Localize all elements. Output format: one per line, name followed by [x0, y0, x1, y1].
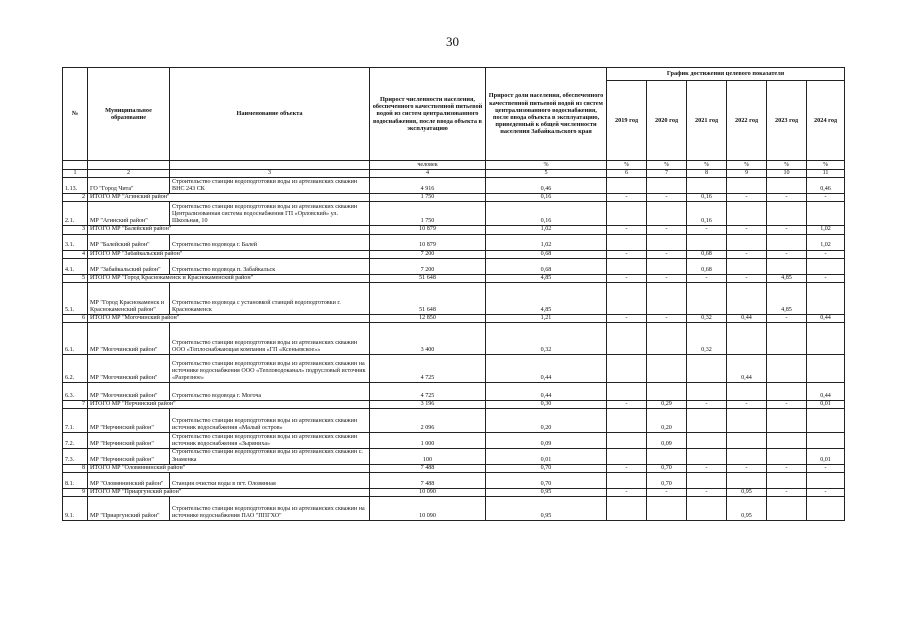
row-number: 6 [63, 315, 88, 323]
index-cell: 7 [647, 170, 687, 178]
year-value-cell: - [687, 489, 727, 497]
population-cell: 3 196 [370, 401, 486, 409]
year-value-cell [767, 473, 807, 489]
index-cell: 4 [370, 170, 486, 178]
year-value-cell [807, 283, 845, 315]
total-name: ИТОГО МР "Забайкальский район" [88, 250, 370, 258]
year-value-cell: 0,01 [807, 401, 845, 409]
share-cell: 0,68 [486, 250, 607, 258]
row-number: 7.3. [63, 449, 88, 464]
year-value-cell [607, 258, 647, 274]
object-cell: Станция очистки воды в пгт. Оловянная [170, 473, 370, 489]
year-value-cell [647, 283, 687, 315]
population-cell: 100 [370, 449, 486, 464]
year-value-cell: 0,95 [727, 497, 767, 521]
year-value-cell: - [607, 315, 647, 323]
unit-cell: % [687, 161, 727, 170]
year-value-cell: - [607, 401, 647, 409]
year-value-cell: 4,85 [767, 283, 807, 315]
municipality-cell: МР "Нерчинский район" [88, 449, 170, 464]
year-value-cell: - [607, 250, 647, 258]
year-value-cell [647, 497, 687, 521]
index-cell: 5 [486, 170, 607, 178]
year-value-cell [687, 409, 727, 433]
header-municipality: Муниципальное образование [88, 68, 170, 161]
year-value-cell [727, 433, 767, 449]
share-cell: 4,85 [486, 274, 607, 282]
year-value-cell [607, 355, 647, 383]
index-row [63, 170, 845, 178]
share-cell: 0,46 [486, 178, 607, 194]
table-row [63, 383, 845, 401]
unit-cell: человек [370, 161, 486, 170]
total-name: ИТОГО МР "Агинский район" [88, 194, 370, 202]
year-value-cell [807, 355, 845, 383]
year-value-cell [607, 283, 647, 315]
index-cell: 3 [170, 170, 370, 178]
row-number: 4.1. [63, 258, 88, 274]
year-value-cell: - [687, 401, 727, 409]
table-row [63, 283, 845, 315]
year-value-cell [767, 383, 807, 401]
table-row [63, 178, 845, 194]
year-value-cell: 0,29 [647, 401, 687, 409]
row-number: 6.2. [63, 355, 88, 383]
targets-table [62, 67, 845, 521]
year-value-cell: - [647, 194, 687, 202]
year-value-cell: - [807, 274, 845, 282]
population-cell: 1 000 [370, 433, 486, 449]
year-value-cell [647, 449, 687, 464]
row-number: 6.3. [63, 383, 88, 401]
page-number: 30 [446, 34, 459, 49]
population-cell: 10 879 [370, 226, 486, 234]
year-value-cell: - [807, 194, 845, 202]
total-row [63, 274, 845, 282]
object-cell: Строительство станции водоподготовки воды из артезианских скважин на источнике водоснабжения ПАО "ППГХО" [170, 497, 370, 521]
share-cell: 1,21 [486, 315, 607, 323]
year-value-cell: 0,01 [807, 449, 845, 464]
year-value-cell: - [807, 464, 845, 472]
population-cell: 7 488 [370, 464, 486, 472]
year-value-cell [647, 178, 687, 194]
share-cell: 0,09 [486, 433, 607, 449]
year-value-cell [807, 433, 845, 449]
row-number: 5 [63, 274, 88, 282]
row-number: 8.1. [63, 473, 88, 489]
total-name: ИТОГО МР "Оловяннинский район" [88, 464, 370, 472]
table-row [63, 323, 845, 355]
object-cell: Строительство станции водоподготовки воды из артезианских скважин источник водоснабжения «Зыряниха» [170, 433, 370, 449]
year-value-cell: 0,20 [647, 409, 687, 433]
population-cell: 2 096 [370, 409, 486, 433]
year-value-cell [767, 449, 807, 464]
year-value-cell [687, 433, 727, 449]
object-cell: Строительство станции водоподготовки воды из артезианских скважин источник водоснабжения «Малый остров» [170, 409, 370, 433]
unit-cell: % [807, 161, 845, 170]
total-name: ИТОГО МР "Нерчинский район" [88, 401, 370, 409]
population-cell: 7 200 [370, 250, 486, 258]
year-value-cell: - [727, 274, 767, 282]
year-value-cell [647, 383, 687, 401]
year-value-cell: - [607, 194, 647, 202]
year-value-cell: 0,70 [647, 464, 687, 472]
year-value-cell: - [727, 401, 767, 409]
year-value-cell: - [727, 250, 767, 258]
header-num: № [63, 68, 88, 161]
year-value-cell: - [807, 489, 845, 497]
total-row [63, 401, 845, 409]
row-number: 1.13. [63, 178, 88, 194]
year-value-cell: - [727, 226, 767, 234]
table-row [63, 497, 845, 521]
year-value-cell [727, 383, 767, 401]
year-value-cell [727, 258, 767, 274]
municipality-cell: МР "Могочинский район" [88, 355, 170, 383]
table-row [63, 409, 845, 433]
row-number: 7 [63, 401, 88, 409]
share-cell: 0,16 [486, 202, 607, 226]
share-cell: 1,02 [486, 226, 607, 234]
row-number: 7.1. [63, 409, 88, 433]
year-value-cell: 0,68 [687, 258, 727, 274]
header-growth-share: Прирост доли населения, обеспеченного качественной питьевой водой из систем централизованного водоснабжения, после ввода объекта в эксплуатацию, приведенный к общей численности населения Забайкальского края [486, 68, 607, 161]
share-cell: 0,16 [486, 194, 607, 202]
table-row [63, 473, 845, 489]
table-row [63, 202, 845, 226]
total-name: ИТОГО МР "Город Краснокаменск и Краснокаменский район" [88, 274, 370, 282]
year-value-cell: 0,46 [807, 178, 845, 194]
year-value-cell: - [647, 274, 687, 282]
year-value-cell: 0,44 [807, 315, 845, 323]
year-value-cell: - [767, 489, 807, 497]
table-row [63, 258, 845, 274]
year-value-cell [687, 497, 727, 521]
year-value-cell: 0,44 [807, 383, 845, 401]
unit-cell: % [767, 161, 807, 170]
header-object: Наименование объекта [170, 68, 370, 161]
header-year: 2023 год [767, 81, 807, 161]
year-value-cell: 0,32 [687, 315, 727, 323]
year-value-cell [607, 202, 647, 226]
year-value-cell [647, 234, 687, 250]
share-cell: 0,01 [486, 449, 607, 464]
object-cell: Строительство станции водоподготовки воды из артезианских скважин Централизованная система водоснабжения ГП «Орловский» ул. Школьная, 10 [170, 202, 370, 226]
population-cell: 10 090 [370, 489, 486, 497]
year-value-cell [807, 497, 845, 521]
row-number: 8 [63, 464, 88, 472]
year-value-cell [767, 497, 807, 521]
object-cell: Строительство водовода г. Могоча [170, 383, 370, 401]
year-value-cell: - [647, 315, 687, 323]
municipality-cell: МР "Агинский район" [88, 202, 170, 226]
population-cell: 4 916 [370, 178, 486, 194]
year-value-cell: - [607, 464, 647, 472]
year-value-cell: - [767, 194, 807, 202]
total-name: ИТОГО МР "Балейский район" [88, 226, 370, 234]
share-cell: 0,30 [486, 401, 607, 409]
share-cell: 4,85 [486, 283, 607, 315]
unit-cell: % [727, 161, 767, 170]
population-cell: 4 725 [370, 355, 486, 383]
year-value-cell: 1,02 [807, 234, 845, 250]
total-row [63, 250, 845, 258]
year-value-cell [607, 449, 647, 464]
total-row [63, 464, 845, 472]
year-value-cell: 0,70 [647, 473, 687, 489]
share-cell: 0,95 [486, 489, 607, 497]
municipality-cell: МР "Оловяннинский район" [88, 473, 170, 489]
municipality-cell: МР "Балейский район" [88, 234, 170, 250]
row-number: 3 [63, 226, 88, 234]
year-value-cell: - [687, 274, 727, 282]
year-value-cell: 1,02 [807, 226, 845, 234]
object-cell: Строительство станции водоподготовки воды из артезианских скважин с. Знаменка [170, 449, 370, 464]
row-number: 7.2. [63, 433, 88, 449]
year-value-cell [727, 409, 767, 433]
table-row [63, 234, 845, 250]
year-value-cell: - [767, 315, 807, 323]
year-value-cell [727, 202, 767, 226]
share-cell: 0,68 [486, 258, 607, 274]
year-value-cell [607, 383, 647, 401]
share-cell: 0,20 [486, 409, 607, 433]
unit-cell [63, 161, 88, 170]
year-value-cell [607, 409, 647, 433]
year-value-cell: 0,68 [687, 250, 727, 258]
year-value-cell [807, 258, 845, 274]
year-value-cell [767, 178, 807, 194]
share-cell: 0,70 [486, 473, 607, 489]
row-number: 9 [63, 489, 88, 497]
year-value-cell: - [607, 274, 647, 282]
municipality-cell: МР "Приаргунский район" [88, 497, 170, 521]
row-number: 6.1. [63, 323, 88, 355]
population-cell: 7 200 [370, 258, 486, 274]
year-value-cell [767, 323, 807, 355]
year-value-cell: - [767, 250, 807, 258]
municipality-cell: МР "Город Краснокаменск и Краснокаменский район" [88, 283, 170, 315]
row-number: 4 [63, 250, 88, 258]
header-year: 2022 год [727, 81, 767, 161]
year-value-cell: 0,95 [727, 489, 767, 497]
share-cell: 0,32 [486, 323, 607, 355]
year-value-cell: - [727, 194, 767, 202]
header-year: 2019 год [607, 81, 647, 161]
total-row [63, 194, 845, 202]
population-cell: 1 750 [370, 194, 486, 202]
object-cell: Строительство станции водоподготовки воды из артезианских скважин ВНС 243 СК [170, 178, 370, 194]
header-year: 2024 год [807, 81, 845, 161]
year-value-cell [687, 283, 727, 315]
population-cell: 4 725 [370, 383, 486, 401]
index-cell: 9 [727, 170, 767, 178]
object-cell: Строительство водовода п. Забайкальск [170, 258, 370, 274]
year-value-cell [607, 178, 647, 194]
year-value-cell [687, 355, 727, 383]
year-value-cell [687, 449, 727, 464]
unit-cell: % [647, 161, 687, 170]
table-row [63, 449, 845, 464]
table-body [63, 178, 845, 521]
year-value-cell [807, 409, 845, 433]
row-number: 2.1. [63, 202, 88, 226]
share-cell: 0,70 [486, 464, 607, 472]
year-value-cell [727, 473, 767, 489]
municipality-cell: МР "Нерчинский район" [88, 433, 170, 449]
units-row [63, 161, 845, 170]
year-value-cell [647, 202, 687, 226]
population-cell: 3 400 [370, 323, 486, 355]
unit-cell: % [486, 161, 607, 170]
year-value-cell [727, 234, 767, 250]
year-value-cell [767, 409, 807, 433]
year-value-cell: - [647, 489, 687, 497]
share-cell: 0,95 [486, 497, 607, 521]
index-cell: 11 [807, 170, 845, 178]
year-value-cell [607, 497, 647, 521]
year-value-cell [647, 355, 687, 383]
year-value-cell [607, 234, 647, 250]
year-value-cell: 0,09 [647, 433, 687, 449]
total-name: ИТОГО МР "Могочинский район" [88, 315, 370, 323]
row-number: 2 [63, 194, 88, 202]
year-value-cell [647, 258, 687, 274]
population-cell: 10 879 [370, 234, 486, 250]
index-cell: 2 [88, 170, 170, 178]
index-cell: 10 [767, 170, 807, 178]
population-cell: 7 488 [370, 473, 486, 489]
year-value-cell [767, 433, 807, 449]
year-value-cell: 0,44 [727, 315, 767, 323]
year-value-cell: 4,85 [767, 274, 807, 282]
year-value-cell: - [607, 489, 647, 497]
share-cell: 1,02 [486, 234, 607, 250]
row-number: 3.1. [63, 234, 88, 250]
year-value-cell: 0,16 [687, 202, 727, 226]
population-cell: 12 850 [370, 315, 486, 323]
object-cell: Строительство станции водоподготовки воды из артезианских скважин на источнике водоснабжения ООО «Тепловодоканал» подрусловый источник «Разрезное» [170, 355, 370, 383]
object-cell: Строительство водовода г. Балей [170, 234, 370, 250]
year-value-cell: - [647, 250, 687, 258]
year-value-cell [607, 473, 647, 489]
row-number: 9.1. [63, 497, 88, 521]
unit-cell [88, 161, 170, 170]
year-value-cell [647, 323, 687, 355]
header-year: 2020 год [647, 81, 687, 161]
object-cell: Строительство станции водоподготовки воды из артезианских скважин ООО «Теплоснабжающая компания «ГП «Ксеньевское»» [170, 323, 370, 355]
year-value-cell: - [647, 226, 687, 234]
header-year: 2021 год [687, 81, 727, 161]
population-cell: 10 090 [370, 497, 486, 521]
index-cell: 6 [607, 170, 647, 178]
year-value-cell [727, 323, 767, 355]
year-value-cell [807, 323, 845, 355]
year-value-cell [607, 433, 647, 449]
total-row [63, 489, 845, 497]
municipality-cell: ГО "Город Чита" [88, 178, 170, 194]
share-cell: 0,44 [486, 383, 607, 401]
year-value-cell [767, 202, 807, 226]
year-value-cell [687, 473, 727, 489]
year-value-cell: - [607, 226, 647, 234]
year-value-cell: - [687, 464, 727, 472]
year-value-cell: - [767, 464, 807, 472]
year-value-cell: - [767, 401, 807, 409]
municipality-cell: МР "Нерчинский район" [88, 409, 170, 433]
population-cell: 1 750 [370, 202, 486, 226]
share-cell: 0,44 [486, 355, 607, 383]
table-row [63, 433, 845, 449]
year-value-cell: 0,16 [687, 194, 727, 202]
unit-cell [170, 161, 370, 170]
year-value-cell [727, 449, 767, 464]
header-schedule: График достижения целевого показателя [607, 68, 845, 81]
year-value-cell [767, 355, 807, 383]
year-value-cell [607, 323, 647, 355]
year-value-cell: - [687, 226, 727, 234]
year-value-cell [807, 473, 845, 489]
total-row [63, 226, 845, 234]
object-cell: Строительство водовода с установкой станций водоподготовки г. Краснокаменск [170, 283, 370, 315]
municipality-cell: МР "Могочинский район" [88, 383, 170, 401]
year-value-cell [767, 258, 807, 274]
population-cell: 51 648 [370, 274, 486, 282]
unit-cell: % [607, 161, 647, 170]
year-value-cell [687, 383, 727, 401]
year-value-cell: - [807, 250, 845, 258]
year-value-cell: 0,32 [687, 323, 727, 355]
municipality-cell: МР "Могочинский район" [88, 323, 170, 355]
population-cell: 51 648 [370, 283, 486, 315]
total-row [63, 315, 845, 323]
year-value-cell: - [767, 226, 807, 234]
year-value-cell [767, 234, 807, 250]
index-cell: 8 [687, 170, 727, 178]
year-value-cell [687, 178, 727, 194]
header-growth-population: Прирост численности населения, обеспеченного качественной питьевой водой из систем централизованного водоснабжения, после ввода объекта в эксплуатацию [370, 68, 486, 161]
year-value-cell [727, 178, 767, 194]
year-value-cell: 0,44 [727, 355, 767, 383]
year-value-cell: - [727, 464, 767, 472]
year-value-cell [807, 202, 845, 226]
year-value-cell [687, 234, 727, 250]
row-number: 5.1. [63, 283, 88, 315]
table-row [63, 355, 845, 383]
total-name: ИТОГО МР "Приаргунский район" [88, 489, 370, 497]
municipality-cell: МР "Забайкальский район" [88, 258, 170, 274]
year-value-cell [727, 283, 767, 315]
index-cell: 1 [63, 170, 88, 178]
